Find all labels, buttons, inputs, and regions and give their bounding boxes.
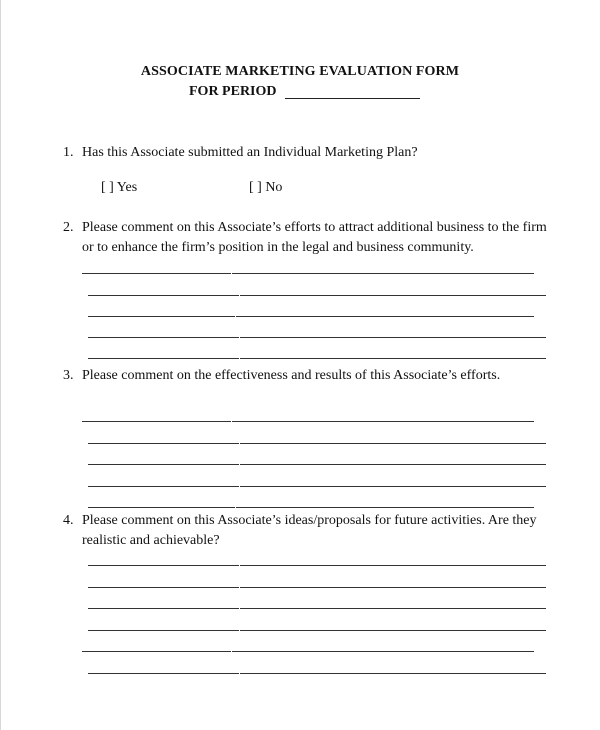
answer-line[interactable] xyxy=(88,673,546,674)
question-number: 4. xyxy=(63,513,74,528)
answer-line[interactable] xyxy=(88,587,546,588)
yes-checkbox[interactable]: [ ] Yes xyxy=(101,180,138,195)
answer-line[interactable] xyxy=(88,443,546,444)
period-label: FOR PERIOD xyxy=(189,84,277,99)
answer-line[interactable] xyxy=(88,337,546,338)
question-text: Has this Associate submitted an Individual Marketing Plan? xyxy=(82,145,418,160)
answer-line[interactable] xyxy=(88,358,546,359)
question-number: 3. xyxy=(63,368,74,383)
no-checkbox[interactable]: [ ] No xyxy=(249,180,283,195)
answer-line[interactable] xyxy=(82,273,534,274)
answer-line[interactable] xyxy=(88,608,546,609)
form-title: ASSOCIATE MARKETING EVALUATION FORM xyxy=(140,64,460,79)
answer-line[interactable] xyxy=(88,507,534,508)
period-blank-line[interactable] xyxy=(285,98,420,99)
question-text: Please comment on the effectiveness and results of this Associate’s efforts. xyxy=(82,368,501,383)
answer-line[interactable] xyxy=(88,630,546,631)
answer-line[interactable] xyxy=(88,464,546,465)
answer-line[interactable] xyxy=(88,565,546,566)
question-number: 1. xyxy=(63,145,74,160)
answer-line[interactable] xyxy=(88,486,546,487)
answer-line[interactable] xyxy=(82,651,534,652)
answer-line[interactable] xyxy=(88,295,546,296)
question-number: 2. xyxy=(63,220,74,235)
answer-line[interactable] xyxy=(88,316,534,317)
question-text: Please comment on this Associate’s efforts to attract additional business to the firm or to enhance the firm’s position in the legal and business community. xyxy=(82,220,547,255)
page-edge xyxy=(0,0,1,730)
answer-line[interactable] xyxy=(82,421,534,422)
question-text: Please comment on this Associate’s ideas/proposals for future activities. Are they realistic and achievable? xyxy=(82,513,537,548)
